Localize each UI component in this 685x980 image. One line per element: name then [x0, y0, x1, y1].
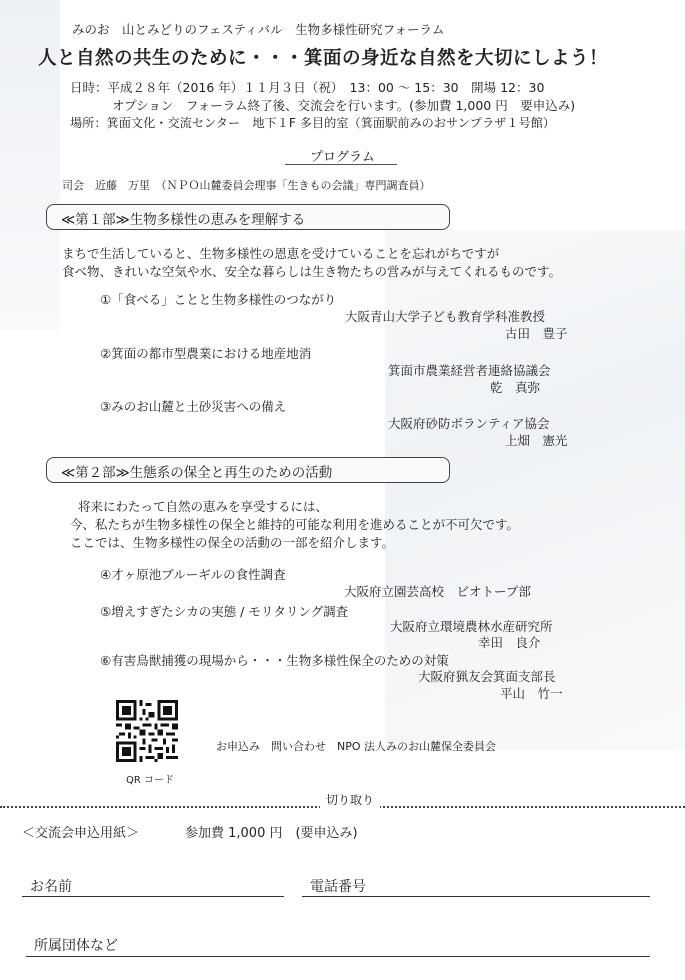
- part1-text-line: まちで生活していると、生物多様性の恩恵を受けていることを忘れがちですが: [62, 246, 500, 261]
- talk-title: ③みのお山麓と土砂災害への備え: [100, 399, 287, 414]
- part2-heading: ≪第２部≫生態系の保全と再生のための活動: [61, 465, 333, 481]
- contact-info: お申込み 問い合わせ NPO 法人みのお山麓保全委員会: [216, 740, 497, 753]
- talk-org: 大阪府猟友会箕面支部長: [418, 669, 556, 684]
- organization-field[interactable]: [26, 956, 650, 957]
- talk-org: 箕面市農業経営者連絡協議会: [388, 363, 551, 378]
- talk-org: 大阪青山大学子ども教育学科准教授: [345, 309, 546, 324]
- name-field[interactable]: [22, 896, 284, 897]
- part2-text-line: 今、私たちが生物多様性の保全と維持的可能な利用を進めることが不可欠です。: [70, 517, 520, 532]
- phone-field-label: 電話番号: [310, 879, 366, 895]
- page-title: 人と自然の共生のために・・・箕面の身近な自然を大切にしよう！: [38, 48, 609, 69]
- cut-label: 切り取り: [320, 791, 380, 808]
- talk-title: ①「食べる」ことと生物多様性のつながり: [100, 292, 337, 307]
- phone-field[interactable]: [302, 896, 650, 897]
- part2-text-line: 将来にわたって自然の恵みを享受するには、: [78, 499, 329, 514]
- name-field-label: お名前: [30, 879, 72, 895]
- qr-code-label: QR コード: [126, 775, 174, 786]
- form-title: ＜交流会申込用紙＞: [22, 826, 140, 841]
- talk-title: ②箕面の都市型農業における地産地消: [100, 346, 312, 361]
- talk-title: ④才ヶ原池ブルーギルの食性調査: [100, 567, 286, 582]
- talk-speaker: 古田 豊子: [505, 326, 568, 341]
- event-venue: 場所：箕面文化・交流センター 地下１F 多目的室（箕面駅前みのおサンプラザ１号館）: [70, 116, 556, 130]
- festival-name: みのお 山とみどりのフェスティバル 生物多様性研究フォーラム: [72, 22, 445, 37]
- event-option: オプション フォーラム終了後、交流会を行います。(参加費 1,000 円 要申込み): [112, 98, 576, 113]
- talk-speaker: 平山 竹一: [500, 686, 563, 701]
- program-underline: [285, 164, 397, 165]
- part1-text-line: 食べ物、きれいな空気や水、安全な暮らしは生き物たちの営みが与えてくれるものです。: [62, 264, 562, 279]
- program-host: 司会 近藤 万里 （ＮＰＯ山麓委員会理事「生きもの会議」専門調査員）: [62, 179, 431, 192]
- talk-org: 大阪府立園芸高校 ビオトープ部: [344, 584, 531, 599]
- organization-field-label: 所属団体など: [34, 938, 118, 954]
- talk-speaker: 幸田 良介: [478, 635, 541, 650]
- talk-title: ⑤増えすぎたシカの実態 / モリタリング調査: [100, 604, 349, 619]
- form-fee: 参加費 1,000 円 (要申込み): [185, 826, 358, 841]
- part1-heading-box: [46, 204, 450, 230]
- event-date: 日時：平成２８年（2016 年）１１月３日（祝） 13：00 ～ 15：30 開場 12：30: [70, 80, 545, 95]
- talk-title: ⑥有害鳥獣捕獲の現場から・・・生物多様性保全のための対策: [100, 653, 449, 668]
- qr-code: [116, 700, 178, 762]
- part2-text-line: ここでは、生物多様性の保全の活動の一部を紹介します。: [70, 535, 395, 550]
- program-title: プログラム: [310, 150, 375, 165]
- talk-org: 大阪府砂防ボランティア協会: [388, 416, 550, 431]
- talk-speaker: 上畑 憲光: [505, 433, 568, 448]
- talk-org: 大阪府立環境農林水産研究所: [390, 619, 553, 634]
- part1-heading: ≪第１部≫生物多様性の恵みを理解する: [61, 212, 306, 228]
- talk-speaker: 乾 真弥: [490, 380, 541, 395]
- part2-heading-box: [46, 457, 450, 483]
